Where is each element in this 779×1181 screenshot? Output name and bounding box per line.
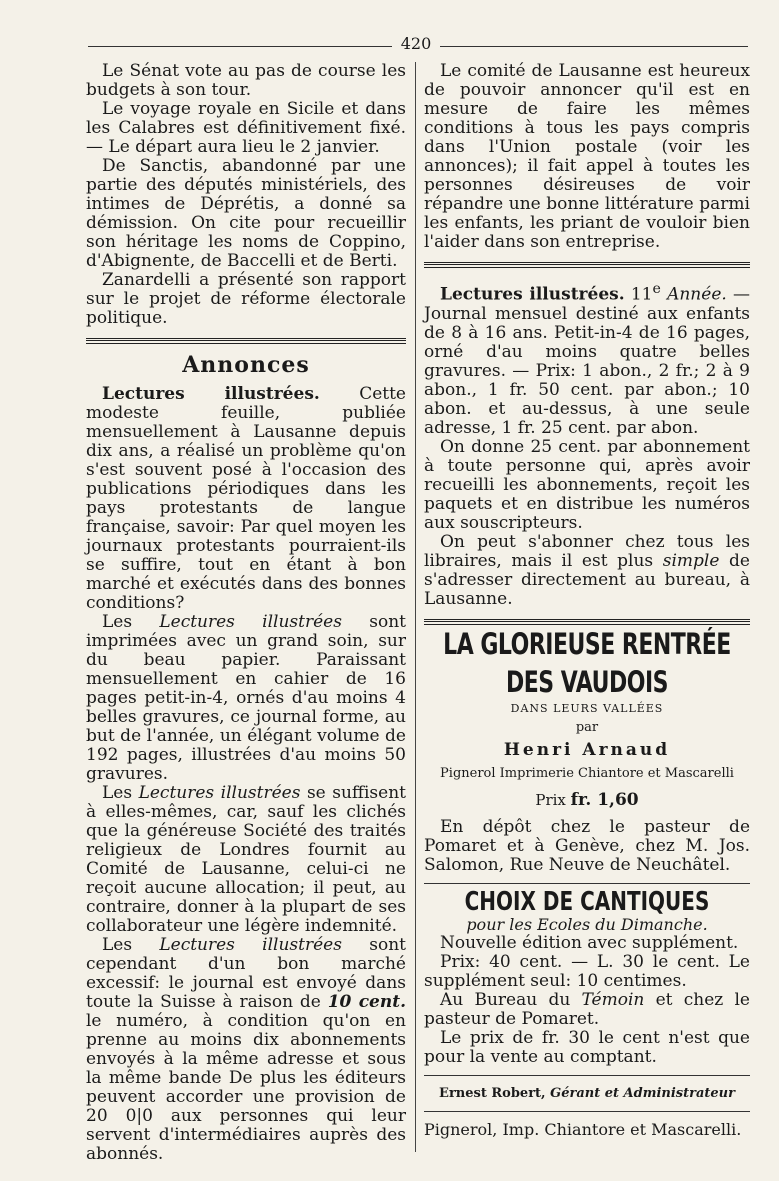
section-rule — [86, 338, 406, 344]
choix-paragraph: Le prix de fr. 30 le cent n'est que pour la vente au comptant. — [424, 1027, 750, 1067]
choix-paragraph: Nouvelle édition avec supplément. — [440, 932, 739, 953]
news-paragraph: Zanardelli a présenté son rapport sur le projet de réforme électorale politique. — [86, 270, 406, 328]
gerant-line: Ernest Robert, Gérant et Administrateur — [439, 1085, 735, 1101]
ad-paragraph: Lectures illustrées. Cette modeste feuille, publiée mensuellement à Lausanne depuis dix ans, a réalisé un problème qu'on s'est souvent posé à l'occasion des publications périodiques dans les pays protestants de langue française, savoir: Par quel moyen les journaux protestants pourraient-ils se suffire, tout en étant à bon marché et exécutés dans des bonnes conditions? — [86, 384, 406, 613]
news-paragraph: Le voyage royale en Sicile et dans les Calabres est définitivement fixé. — Le départ aura lieu le 2 janvier. — [86, 99, 406, 157]
book-par: par — [575, 719, 599, 735]
column-divider — [415, 62, 416, 1152]
ad-paragraph: Les Lectures illustrées sont imprimées avec un grand soin, sur du beau papier. Paraissant mensuellement en cahier de 16 pages petit-in-4, ornés d'au moins 4 belles gravures, ce journal forme, au but de l'année, un élégant volume de 192 pages, illustrées d'au moins 50 gravures. — [86, 612, 406, 784]
choix-paragraph: Prix: 40 cent. — L. 30 le cent. Le supplément seul: 10 centimes. — [424, 951, 750, 991]
section-rule — [424, 883, 750, 884]
choix-paragraph: Au Bureau du Témoin et chez le pasteur de Pomaret. — [424, 989, 750, 1029]
left-column — [86, 62, 406, 1181]
book-depot: En dépôt chez le pasteur de Pomaret et à Genève, chez M. Jos. Salomon, Rue Neuve de Neuchâtel. — [424, 816, 750, 875]
book-author: Henri Arnaud — [503, 739, 671, 760]
page-number: 420 — [392, 33, 440, 55]
ad-title: Lectures illustrées. — [440, 284, 625, 305]
ad-title: Lectures illustrées. — [102, 384, 320, 404]
imprint: Pignerol, Imp. Chiantore et Mascarelli. — [424, 1119, 742, 1139]
section-rule — [424, 1075, 750, 1076]
ad-paragraph: On donne 25 cent. par abonnement à toute personne qui, après avoir recueilli les abonnements, reçoit les paquets et en distribue les numéros aux souscripteurs. — [424, 436, 750, 533]
choix-subtitle: pour les Ecoles du Dimanche. — [466, 914, 708, 934]
book-price: Prix fr. 1,60 — [535, 789, 639, 810]
annonces-heading: Annonces — [182, 352, 310, 378]
news-paragraph: Le Sénat vote au pas de course les budgets à son tour. — [86, 61, 406, 100]
section-rule — [424, 262, 750, 268]
section-rule — [424, 1111, 750, 1112]
section-rule — [424, 619, 750, 625]
ad-paragraph: Les Lectures illustrées sont cependant d'un bon marché excessif: le journal est envoyé dans toute la Suisse à raison de 10 cent. le numéro, à condition qu'on en prenne au moins dix abonnements envoyés à la même adresse et sous la même bande De plus les éditeurs peuvent accorder une provision de 20 0|0 aux personnes qui leur servent d'intermédiaires auprès des abonnés. — [86, 935, 406, 1164]
ad-paragraph: Lectures illustrées. 11e Année. — Journal mensuel destiné aux enfants de 8 à 16 ans. Petit-in-4 de 16 pages, orné d'au moins quatre belles gravures. — Prix: 1 abon., 2 fr.; 2 à 9 abon., 1 fr. 50 cent. par abon.; 10 abon. et au-dessus, à une seule adresse, 1 fr. 25 cent. par abon. — [424, 281, 750, 438]
book-printer: Pignerol Imprimerie Chiantore et Mascarelli — [440, 765, 734, 781]
ad-paragraph: On peut s'abonner chez tous les libraires, mais il est plus simple de s'adresser directement au bureau, à Lausanne. — [424, 531, 750, 609]
book-title: LA GLORIEUSE RENTRÉE DES VAUDOIS — [443, 628, 731, 700]
book-subtitle: DANS LEURS VALLÉES — [510, 701, 664, 715]
news-paragraph: De Sanctis, abandonné par une partie des députés ministériels, des intimes de Déprétis, a donné sa démission. On cite pour recueillir son héritage les noms de Coppino, d'Abignente, de Baccelli et de Berti. — [86, 156, 406, 271]
ad-paragraph: Les Lectures illustrées se suffisent à elles-mêmes, car, sauf les clichés que la généreuse Société des traités religieux de Londres fournit au Comité de Lausanne, celui-ci ne reçoit aucune allocation; il peut, au contraire, donner à la plupart de ses collaborateur une légère indemnité. — [86, 783, 406, 936]
right-column — [424, 62, 750, 1181]
news-paragraph: Le comité de Lausanne est heureux de pouvoir annoncer qu'il est en mesure de faire les mêmes conditions à tous les pays compris dans l'Union postale (voir les annonces); il fait appel à toutes les personnes désireuses de voir répandre une bonne littérature parmi les enfants, les priant de vouloir bien l'aider dans son entreprise. — [424, 61, 750, 252]
choix-title: CHOIX DE CANTIQUES — [464, 884, 710, 917]
